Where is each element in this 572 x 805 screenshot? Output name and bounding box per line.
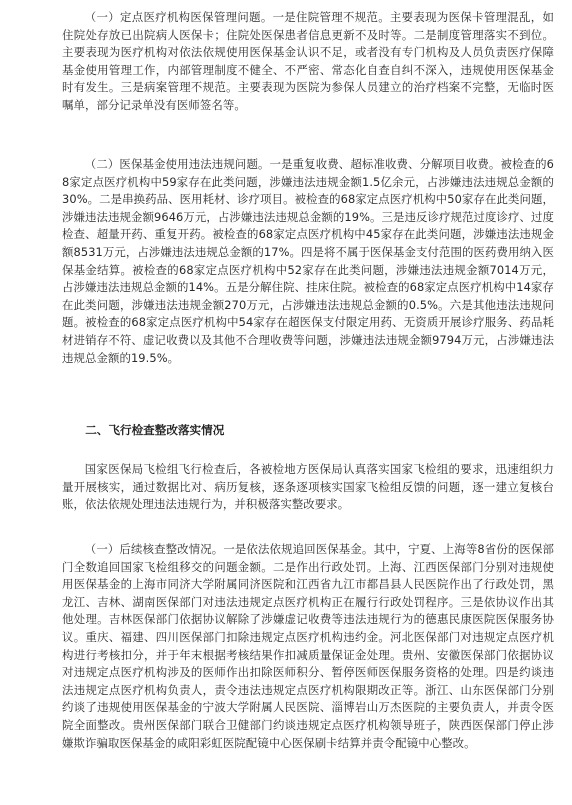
paragraph-follow-up-verification: （一）后续核查整改情况。一是依法依规追回医保基金。其中，宁夏、上海等8省份的医保部门全数追回国家飞检组移交的问题金额。二是作出行政处罚。上海、江西医保部门分别对违规使用医保基金的上海市同济大学附属同济医院和江西省九江市都昌县人民医院作出了行政处罚，黑龙江、吉林、湖南医保部门对违法违规定点医疗机构正在履行行政处罚程序。三是依协议作出其他处理。吉林医保部门依据协议解除了涉嫌虚记收费等违法违规行为的德惠民康医院医保服务协议。重庆、福建、四川医保部门扣除违规定点医疗机构违约金。河北医保部门对违规定点医疗机构进行考核扣分，并于年末根据考核结果作扣减质量保证金处理。贵州、安徽医保部门依据协议对违规定点医疗机构涉及的医师作出扣除医师积分、暂停医师医保服务资格的处理。四是约谈违法违规定点医疗机构负责人，责令违法违规定点医疗机构限期改正等。浙江、山东医保部门分别约谈了违规使用医保基金的宁波大学附属人民医院、淄博岩山万杰医院的主要负责人，并责令医院全面整改。贵州医保部门联合卫健部门约谈违规定点医疗机构领导班子，陕西医保部门停止涉嫌欺诈骗取医保基金的咸阳彩虹医院配镜中心医保刷卡结算并责令配镜中心整改。	[62, 542, 554, 750]
paragraph-rectification-overview: 国家医保局飞检组飞行检查后，各被检地方医保局认真落实国家飞检组的要求，迅速组织力量开展核实，通过数据比对、病历复核，逐条逐项核实国家飞检组反馈的问题，逐一建立复核台账，依法依规处理违法违规行为，并积极落实整改要求。	[62, 462, 554, 512]
paragraph-fund-violation-issues: （二）医保基金使用违法违规问题。一是重复收费、超标准收费、分解项目收费。被检查的68家定点医疗机构中59家存在此类问题，涉嫌违法违规金额1.5亿余元，占涉嫌违法违规总金额的30%。二是串换药品、医用耗材、诊疗项目。被检查的68家定点医疗机构中50家存在此类问题，涉嫌违法违规金额9646万元，占涉嫌违法违规总金额的19%。三是违反诊疗规范过度诊疗、过度检查、超量开药、重复开药。被检查的68家定点医疗机构中45家存在此类问题，涉嫌违法违规金额8531万元，占涉嫌违法违规总金额的17%。四是将不属于医保基金支付范围的医药费用纳入医保基金结算。被检查的68家定点医疗机构中52家存在此类问题，涉嫌违法违规金额7014万元，占涉嫌违法违规总金额的14%。五是分解住院、挂床住院。被检查的68家定点医疗机构中14家存在此类问题，涉嫌违法违规金额270万元，占涉嫌违法违规总金额的0.5%。六是其他违法违规问题。被检查的68家定点医疗机构中54家存在超医保支付限定用药、无资质开展诊疗服务、药品耗材进销存不符、虚记收费以及其他不合理收费等问题，涉嫌违法违规金额9794万元，占涉嫌违法违规总金额的19.5%。	[62, 157, 554, 365]
section-heading-rectification: 二、飞行检查整改落实情况	[85, 423, 225, 437]
paragraph-medical-insurance-management-issues: （一）定点医疗机构医保管理问题。一是住院管理不规范。主要表现为医保卡管理混乱，如住院处存放已出院病人医保卡；住院处医保患者信息更新不及时等。二是制度管理落实不到位。主要表现为医疗机构对依法依规使用医保基金认识不足，或者没有专门机构及人员负责医疗保障基金使用管理工作，内部管理制度不健全、不严密、常态化自查自纠不深入，违规使用医保基金时有发生。三是病案管理不规范。主要表现为医院为参保人员建立的治疗档案不完整，无临时医嘱单，部分记录单没有医师签名等。	[62, 10, 554, 112]
